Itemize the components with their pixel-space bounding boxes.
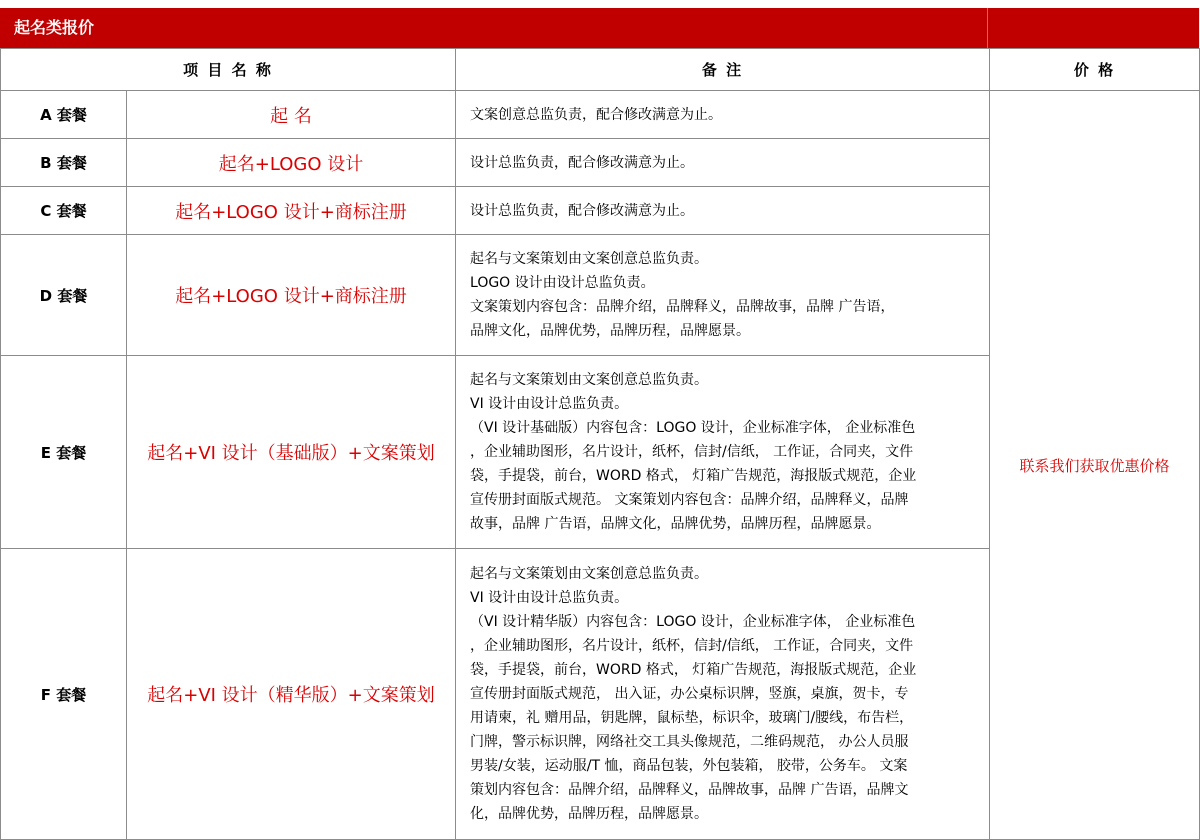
table-body (1, 91, 1200, 840)
note-line: 策划内容包含：品牌介绍，品牌释义，品牌故事，品牌 广告语，品牌文 (470, 782, 909, 798)
note-line: 起名与文案策划由文案创意总监负责。 (470, 372, 709, 388)
note-line: VI 设计由设计总监负责。 (470, 396, 629, 412)
package-name: 起名+VI 设计（基础版）+文案策划 (127, 356, 456, 549)
package-note (456, 139, 990, 187)
note-line: （VI 设计精华版）内容包含：LOGO 设计，企业标准字体， 企业标准色 (470, 614, 916, 630)
note-line: 设计总监负责，配合修改满意为止。 (470, 154, 695, 171)
package-name: 起名+LOGO 设计+商标注册 (127, 187, 456, 235)
note-line: ，企业辅助图形，名片设计，纸杯，信封/信纸， 工作证，合同夹，文件 (470, 444, 914, 460)
price-contact: 联系我们获取优惠价格 (990, 91, 1200, 840)
package-name: 起名+LOGO 设计 (127, 139, 456, 187)
header-price: 价 格 (990, 49, 1200, 91)
package-name: 起 名 (127, 91, 456, 139)
package-note (456, 356, 990, 549)
price-table (0, 48, 1200, 840)
note-line: LOGO 设计由设计总监负责。 (470, 275, 655, 291)
package-label: D 套餐 (1, 235, 127, 356)
package-name: 起名+LOGO 设计+商标注册 (127, 235, 456, 356)
title-bar (0, 8, 1199, 48)
note-line: 化，品牌优势，品牌历程，品牌愿景。 (470, 806, 709, 822)
package-label: A 套餐 (1, 91, 127, 139)
package-label: B 套餐 (1, 139, 127, 187)
note-line: 文案策划内容包含：品牌介绍，品牌释义，品牌故事，品牌 广告语， (470, 299, 895, 315)
package-label: F 套餐 (1, 549, 127, 840)
header-row (1, 49, 1200, 91)
note-line: 起名与文案策划由文案创意总监负责。 (470, 566, 709, 582)
header-item: 项 目 名 称 (1, 49, 456, 91)
package-note (456, 91, 990, 139)
header-note: 备 注 (456, 49, 990, 91)
note-line: ，企业辅助图形，名片设计，纸杯，信封/信纸， 工作证，合同夹，文件 (470, 638, 914, 654)
package-note (456, 235, 990, 356)
sheet-title: 起名类报价 (0, 8, 988, 48)
note-line: 品牌文化，品牌优势，品牌历程，品牌愿景。 (470, 323, 751, 339)
note-line: 宣传册封面版式规范， 出入证，办公桌标识牌，竖旗，桌旗，贺卡，专 (470, 686, 909, 702)
note-line: VI 设计由设计总监负责。 (470, 590, 629, 606)
title-bar-right (988, 8, 1199, 48)
note-line: 设计总监负责，配合修改满意为止。 (470, 202, 695, 219)
note-line: （VI 设计基础版）内容包含：LOGO 设计，企业标准字体， 企业标准色 (470, 420, 916, 436)
note-line: 袋，手提袋，前台，WORD 格式， 灯箱广告规范，海报版式规范，企业 (470, 468, 917, 484)
note-line: 故事，品牌 广告语，品牌文化，品牌优势，品牌历程，品牌愿景。 (470, 516, 881, 532)
note-line: 男装/女装，运动服/T 恤，商品包装，外包装箱， 胶带，公务车。 文案 (470, 758, 908, 774)
note-line: 门牌，警示标识牌，网络社交工具头像规范，二维码规范， 办公人员服 (470, 734, 909, 750)
package-note (456, 549, 990, 840)
table-row (1, 91, 1200, 139)
note-line: 起名与文案策划由文案创意总监负责。 (470, 251, 709, 267)
note-line: 宣传册封面版式规范。 文案策划内容包含：品牌介绍，品牌释义，品牌 (470, 492, 909, 508)
package-label: E 套餐 (1, 356, 127, 549)
note-line: 用请柬，礼 赠用品，钥匙牌，鼠标垫，标识伞，玻璃门/腰线，布告栏， (470, 710, 914, 726)
price-sheet (0, 8, 1199, 840)
note-line: 文案创意总监负责，配合修改满意为止。 (470, 106, 723, 123)
note-line: 袋，手提袋，前台，WORD 格式， 灯箱广告规范，海报版式规范，企业 (470, 662, 917, 678)
package-label: C 套餐 (1, 187, 127, 235)
package-note (456, 187, 990, 235)
package-name: 起名+VI 设计（精华版）+文案策划 (127, 549, 456, 840)
